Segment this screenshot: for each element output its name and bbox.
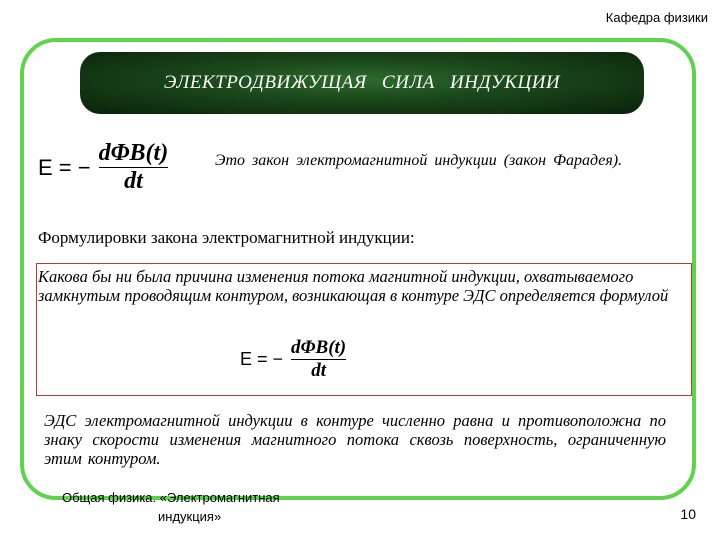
- conclusion-text: ЭДС электромагнитной индукции в контуре численно равна и противоположна по знаку скорости изменения магнитного потока сквозь поверхность, ограниченную этим контуром.: [44, 411, 666, 468]
- faraday-formula: [38, 140, 168, 195]
- slide-title: ЭЛЕКТРОДВИЖУЩАЯ СИЛА ИНДУКЦИИ: [80, 52, 644, 114]
- page-number: 10: [680, 506, 696, 522]
- footer-line-2: индукция»: [158, 509, 222, 524]
- formula-denominator: dt: [311, 360, 326, 381]
- department-label: Кафедра физики: [605, 10, 708, 25]
- faraday-formula-small: [240, 337, 346, 382]
- formulation-text: Какова бы ни была причина изменения потока магнитной индукции, охватываемого замкнутым проводящим контуром, возникающая в контуре ЭДС определяется формулой: [38, 267, 669, 305]
- formula-lhs: Ε = −: [240, 349, 284, 369]
- footer-course: [62, 488, 342, 526]
- formula-fraction: [291, 337, 346, 382]
- formula-fraction: [99, 140, 169, 195]
- formula-numerator: dΦB(t): [98, 140, 169, 166]
- formula-lhs: Ε = −: [38, 154, 91, 180]
- footer-line-1: Общая физика. «Электромагнитная: [62, 490, 280, 505]
- formulations-heading: Формулировки закона электромагнитной индукции:: [38, 228, 415, 247]
- law-description: Это закон электромагнитной индукции (закон Фарадея).: [215, 152, 623, 169]
- formula-numerator: dΦB(t): [291, 337, 347, 358]
- formula-denominator: dt: [124, 168, 143, 194]
